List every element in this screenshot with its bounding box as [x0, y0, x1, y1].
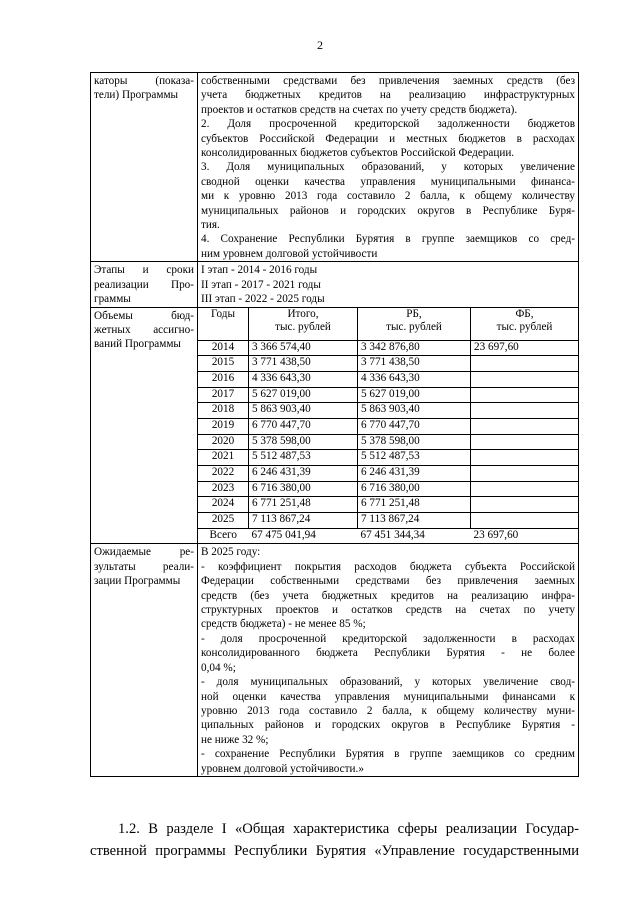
- indicators-label: [91, 73, 198, 262]
- text-line: консолидированного бюджета Республики Бурятия - не более: [201, 647, 575, 660]
- year-cell: 2023: [198, 481, 249, 497]
- total-cell: 5 378 598,00: [249, 434, 358, 450]
- funding-year-row: [198, 418, 578, 434]
- text-line: Федерации собственными средствами без привлечения заемных: [201, 575, 575, 588]
- rb-cell: 4 336 643,30: [358, 371, 471, 387]
- rb-cell: 6 771 251,48: [358, 497, 471, 513]
- funding-label: [91, 307, 198, 544]
- total-cell: 3 366 574,40: [249, 340, 358, 356]
- label-line: зультаты реали-: [94, 560, 194, 573]
- header-fb: ФБ, тыс. рублей: [471, 308, 579, 341]
- total-cell: 5 627 019,00: [249, 387, 358, 403]
- label-line: Этапы и сроки: [94, 264, 194, 277]
- text-line: ним уровнем долговой устойчивости: [201, 247, 378, 260]
- funding-year-row: [198, 466, 578, 482]
- header-years: Годы: [198, 308, 249, 341]
- fb-cell: [471, 434, 579, 450]
- rb-cell: 3 342 876,80: [358, 340, 471, 356]
- text-line: уровню 2013 года составило 2 балла, к общему количеству муни-: [201, 704, 575, 717]
- year-cell: Всего: [209, 528, 237, 541]
- rb-cell: 6 716 380,00: [358, 481, 471, 497]
- fb-cell: [471, 371, 579, 387]
- page-number: 2: [317, 38, 323, 52]
- fb-cell: 23 697,60: [471, 340, 579, 356]
- rb-cell: 6 770 447,70: [358, 418, 471, 434]
- funding-year-row: [198, 403, 578, 419]
- year-cell: 2020: [198, 434, 249, 450]
- stage-item: II этап - 2017 - 2021 годы: [201, 278, 321, 291]
- year-cell: 2021: [198, 450, 249, 466]
- funding-table-cell: [198, 307, 579, 544]
- total-cell: 5 512 487,53: [249, 450, 358, 466]
- year-cell: 2015: [198, 356, 249, 372]
- results-label: [91, 544, 198, 777]
- text-line: В 2025 году:: [201, 546, 261, 559]
- label-line: Объемы бюд-: [94, 309, 194, 322]
- indicators-text: [198, 73, 579, 262]
- funding-year-row: [198, 450, 578, 466]
- results-row: [91, 544, 579, 777]
- funding-year-row: [198, 387, 578, 403]
- paragraph-line: 1.2. В разделе I «Общая характеристика сферы реализации Государ-: [118, 821, 579, 837]
- year-cell: 2019: [198, 418, 249, 434]
- stages-list: [198, 262, 579, 307]
- rb-cell: 5 863 903,40: [358, 403, 471, 419]
- text-line: - доля муниципальных образований, у которых увеличение свод-: [201, 676, 575, 689]
- year-cell: 2016: [198, 371, 249, 387]
- rb-cell: 5 512 487,53: [358, 450, 471, 466]
- label-line: каторы (показа-: [94, 75, 194, 87]
- total-cell: 4 336 643,30: [249, 371, 358, 387]
- text-line: тия.: [201, 219, 220, 232]
- text-line: муниципальных районов и городских округов в Республике Буря-: [201, 204, 575, 217]
- text-line: не ниже 32 %;: [201, 733, 269, 746]
- year-cell: 2024: [198, 497, 249, 513]
- label-line: реализации Про-: [94, 278, 194, 291]
- fb-cell: [471, 450, 579, 466]
- text-line: собственными средствами без привлечения заемных средств (без: [201, 75, 575, 87]
- indicators-row: [91, 73, 579, 262]
- header-rb: РБ, тыс. рублей: [358, 308, 471, 341]
- stages-label: [91, 262, 198, 307]
- text-line: сводной оценки качества управления муниципальными финанса-: [201, 175, 575, 188]
- rb-cell: 6 246 431,39: [358, 466, 471, 482]
- funding-year-row: [198, 340, 578, 356]
- fb-cell: [471, 497, 579, 513]
- funding-year-row: [198, 497, 578, 513]
- fb-cell: [471, 513, 579, 529]
- text-line: консолидированных бюджетов субъектов Российской Федерации.: [201, 147, 515, 160]
- rb-cell: 5 378 598,00: [358, 434, 471, 450]
- fb-cell: [471, 387, 579, 403]
- rb-cell: 7 113 867,24: [358, 513, 471, 529]
- year-cell: 2025: [198, 513, 249, 529]
- fb-cell: [471, 403, 579, 419]
- funding-year-row: [198, 481, 578, 497]
- funding-year-row: [198, 371, 578, 387]
- text-line: - доля просроченной кредиторской задолженности в расходах: [201, 632, 575, 645]
- text-line: ципальных районов и городских округов в Республике Бурятия -: [201, 719, 575, 732]
- rb-cell: 5 627 019,00: [358, 387, 471, 403]
- total-cell: 3 771 438,50: [249, 356, 358, 372]
- text-line: уровнем долговой устойчивости.»: [201, 762, 364, 775]
- rb-cell: 3 771 438,50: [358, 356, 471, 372]
- year-cell: 2017: [198, 387, 249, 403]
- text-line: - сохранение Республики Бурятия в группе заемщиков со средним: [201, 748, 575, 761]
- total-cell: 6 770 447,70: [249, 418, 358, 434]
- text-line: проектов и остатков средств на счетах по учету средств бюджета).: [201, 103, 518, 116]
- label-line: зации Программы: [94, 575, 181, 588]
- total-cell: 6 771 251,48: [249, 497, 358, 513]
- text-line: средств бюджета) - не менее 85 %;: [201, 618, 366, 631]
- text-line: средств (без учета бюджетных кредитов на реализацию инфра-: [201, 589, 575, 602]
- funding-table: [198, 308, 578, 544]
- header-total: Итого, тыс. рублей: [249, 308, 358, 341]
- section-paragraph: [90, 818, 579, 862]
- text-line: 2. Доля просроченной кредиторской задолженности бюджетов: [201, 118, 575, 131]
- fb-cell: [471, 466, 579, 482]
- total-cell: 6 716 380,00: [249, 481, 358, 497]
- funding-total-row: [198, 528, 578, 543]
- label-line: жетных ассигно-: [94, 323, 194, 336]
- text-line: 0,04 %;: [201, 661, 236, 674]
- text-line: 4. Сохранение Республики Бурятия в группе заемщиков со сред-: [201, 233, 575, 246]
- funding-header-row: [198, 308, 578, 341]
- text-line: ной оценки качества управления муниципальными финансами к: [201, 690, 575, 703]
- fb-cell: 23 697,60: [473, 528, 519, 541]
- program-passport-table: [90, 72, 579, 777]
- funding-year-row: [198, 434, 578, 450]
- label-line: ваний Программы: [94, 338, 181, 351]
- text-line: субъектов Российской Федерации и местных бюджетов в расходах: [201, 132, 575, 145]
- year-cell: 2022: [198, 466, 249, 482]
- fb-cell: [471, 356, 579, 372]
- stages-row: [91, 262, 579, 307]
- total-cell: 6 246 431,39: [249, 466, 358, 482]
- text-line: структурных проектов и остатков средств на счетах по учету: [201, 604, 575, 617]
- text-line: 3. Доля муниципальных образований, у которых увеличение: [201, 161, 575, 174]
- total-cell: 5 863 903,40: [249, 403, 358, 419]
- funding-year-row: [198, 513, 578, 529]
- year-cell: 2014: [198, 340, 249, 356]
- text-line: ми к уровню 2013 года составило 2 балла, к общему количеству: [201, 190, 575, 203]
- total-cell: 67 475 041,94: [251, 528, 316, 541]
- rb-cell: 67 451 344,34: [360, 528, 425, 541]
- total-cell: 7 113 867,24: [249, 513, 358, 529]
- funding-row: [91, 307, 579, 544]
- label-line: граммы: [94, 293, 131, 306]
- stage-item: I этап - 2014 - 2016 годы: [201, 264, 318, 277]
- year-cell: 2018: [198, 403, 249, 419]
- fb-cell: [471, 418, 579, 434]
- text-line: - коэффициент покрытия расходов бюджета субъекта Российской: [201, 560, 575, 573]
- label-line: Ожидаемые ре-: [94, 546, 194, 559]
- fb-cell: [471, 481, 579, 497]
- text-line: учета бюджетных кредитов на реализацию инфраструктурных: [201, 89, 575, 102]
- paragraph-line: ственной программы Республики Бурятия «Управление государственными: [90, 843, 579, 859]
- label-line: тели) Программы: [94, 89, 179, 102]
- stage-item: III этап - 2022 - 2025 годы: [201, 293, 325, 306]
- results-text: [198, 544, 579, 777]
- funding-year-row: [198, 356, 578, 372]
